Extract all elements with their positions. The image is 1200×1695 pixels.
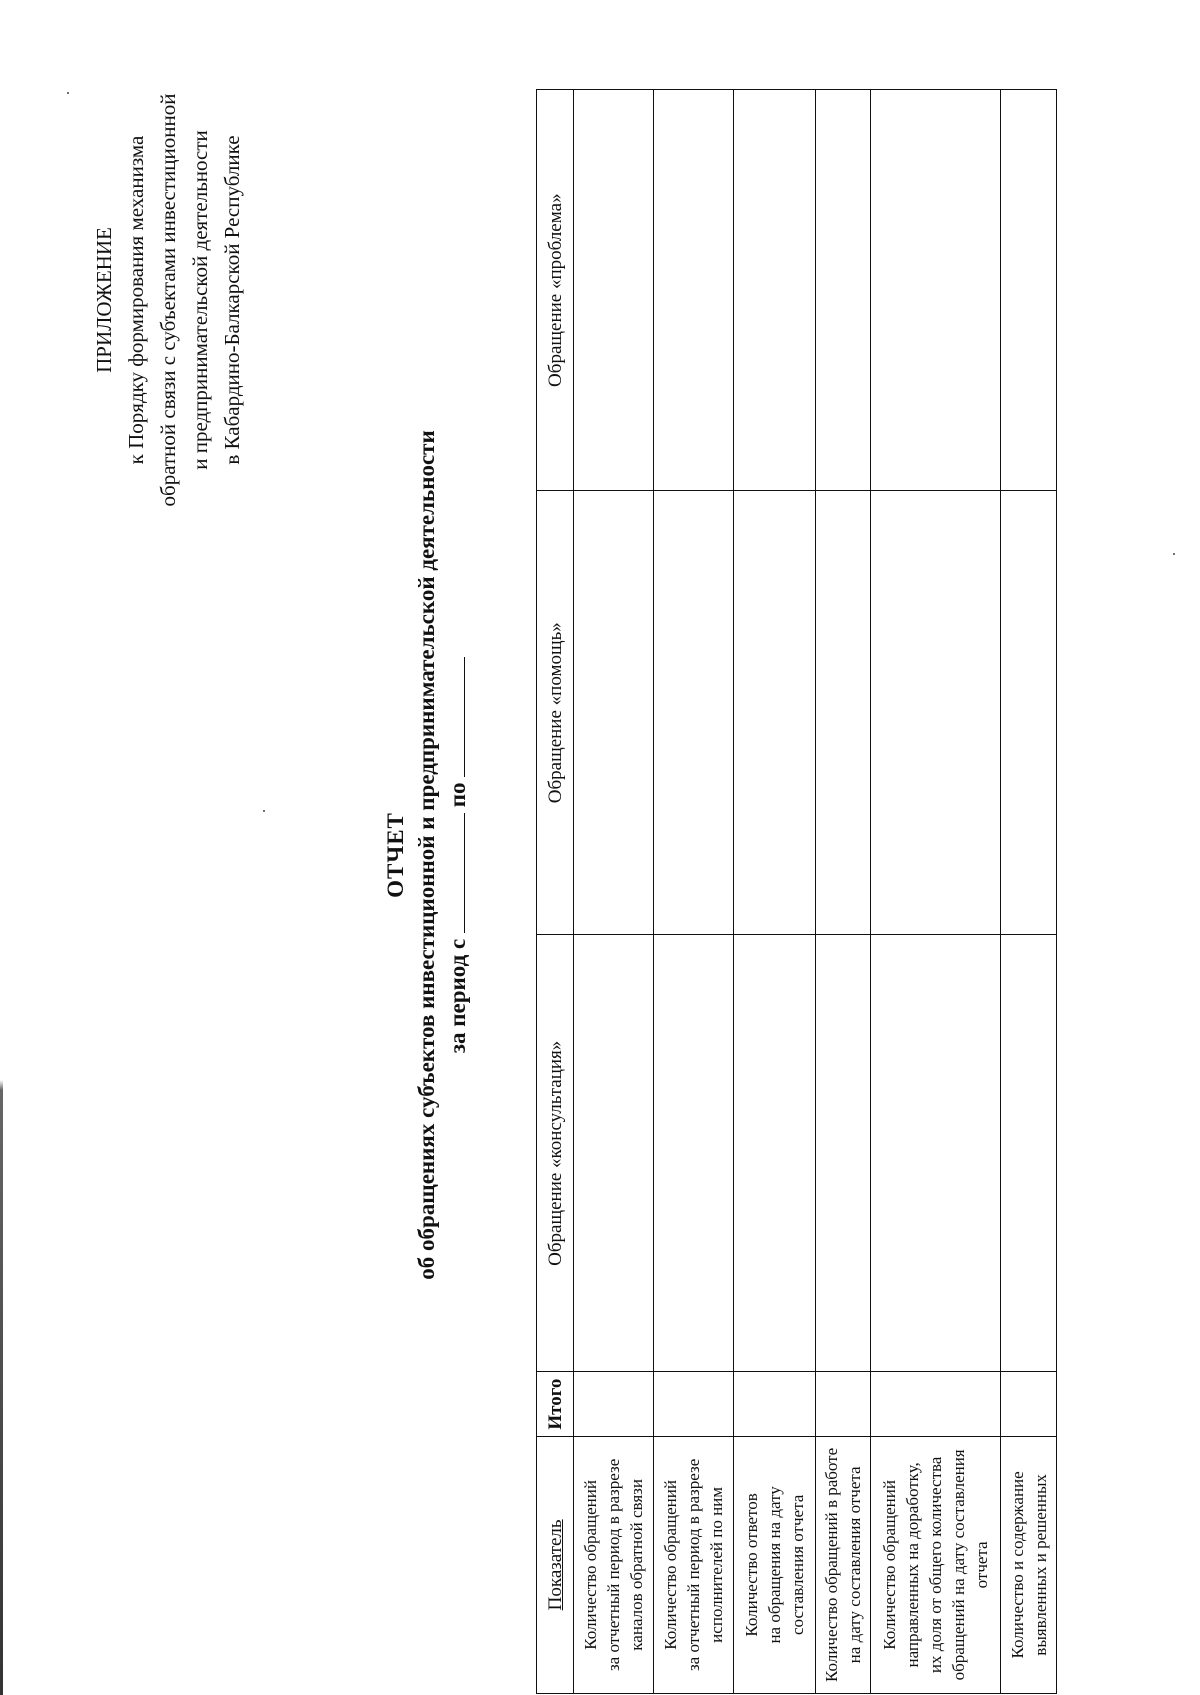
appendix-block <box>88 20 248 580</box>
header-consultation: Обращение «консультация» <box>537 935 574 1372</box>
cell-problem <box>654 90 734 491</box>
period-start-blank <box>444 813 465 933</box>
cell-total <box>871 1372 1001 1436</box>
row-label <box>574 1436 654 1693</box>
table-row <box>654 90 734 1694</box>
row-label-line: составления отчета <box>788 1494 807 1636</box>
row-label-line: за отчетный период в разрезе <box>604 1458 623 1672</box>
cell-problem <box>734 90 816 491</box>
cell-total <box>654 1372 734 1436</box>
row-label-line: Количество обращений <box>581 1480 600 1650</box>
cell-consultation <box>654 935 734 1372</box>
table-row <box>871 90 1001 1694</box>
cell-consultation <box>816 935 871 1372</box>
appendix-line: в Кабардино-Балкарской Республике <box>220 135 244 465</box>
row-label-line: Количество и содержание <box>1007 1471 1027 1659</box>
period-mid: по <box>445 782 470 808</box>
cell-consultation <box>871 935 1001 1372</box>
cell-problem <box>816 90 871 491</box>
row-label <box>734 1436 816 1693</box>
row-label <box>871 1436 1001 1693</box>
row-label <box>1001 1436 1057 1693</box>
report-table <box>536 89 1057 1694</box>
appendix-title: ПРИЛОЖЕНИЕ <box>92 227 116 373</box>
cell-total <box>1001 1372 1057 1436</box>
cell-help <box>574 491 654 935</box>
table-row <box>574 90 654 1694</box>
row-label-line: каналов обратной связи <box>627 1479 646 1651</box>
report-title: ОТЧЕТ <box>383 812 408 898</box>
appendix-line: и предпринимательской деятельности <box>188 130 212 470</box>
table-row <box>734 90 816 1694</box>
row-label-line: исполнителей по ним <box>707 1486 726 1643</box>
period-prefix: за период с <box>445 938 470 1054</box>
appendix-line: обратной связи с субъектами инвестиционной <box>156 93 180 507</box>
row-label-line: отчета <box>972 1541 991 1589</box>
cell-problem <box>871 90 1001 491</box>
cell-total <box>574 1372 654 1436</box>
row-label-line: на обращения на дату <box>765 1486 784 1644</box>
report-subtitle: об обращениях субъектов инвестиционной и предпринимательской деятельности <box>414 430 439 1280</box>
row-label-line: на дату составления отчета <box>845 1466 864 1664</box>
row-label-line: их доля от общего количества <box>926 1456 945 1674</box>
header-indicator: Показатель <box>537 1436 574 1693</box>
header-problem: Обращение «проблема» <box>537 90 574 491</box>
appendix-line: к Порядку формирования механизма <box>124 135 148 465</box>
cell-help <box>1001 491 1057 935</box>
header-help: Обращение «помощь» <box>537 491 574 935</box>
header-total: Итого <box>537 1372 574 1436</box>
cell-help <box>871 491 1001 935</box>
table-header-row <box>537 90 574 1694</box>
row-label-line: Количество обращений <box>661 1480 680 1650</box>
row-label <box>654 1436 734 1693</box>
cell-consultation <box>1001 935 1057 1372</box>
period-end-blank <box>444 657 465 777</box>
row-label <box>816 1436 871 1693</box>
cell-help <box>654 491 734 935</box>
cell-problem <box>574 90 654 491</box>
row-label-line: Количество обращений в работе <box>822 1447 841 1682</box>
cell-help <box>734 491 816 935</box>
report-heading <box>380 195 473 1515</box>
row-label-line: обращений на дату составления <box>949 1449 968 1681</box>
table-row <box>1001 90 1057 1694</box>
cell-total <box>816 1372 871 1436</box>
row-label-line: Количество обращений <box>880 1480 899 1650</box>
row-label-line: за отчетный период в разрезе <box>684 1458 703 1672</box>
row-label-line: направленных на доработку, <box>903 1462 922 1668</box>
row-label-line: Количество ответов <box>742 1493 761 1637</box>
cell-help <box>816 491 871 935</box>
cell-problem <box>1001 90 1057 491</box>
report-period <box>442 195 473 1515</box>
cell-total <box>734 1372 816 1436</box>
cell-consultation <box>574 935 654 1372</box>
cell-consultation <box>734 935 816 1372</box>
table-row <box>816 90 871 1694</box>
row-label-line: выявленных и решенных <box>1030 1474 1050 1656</box>
